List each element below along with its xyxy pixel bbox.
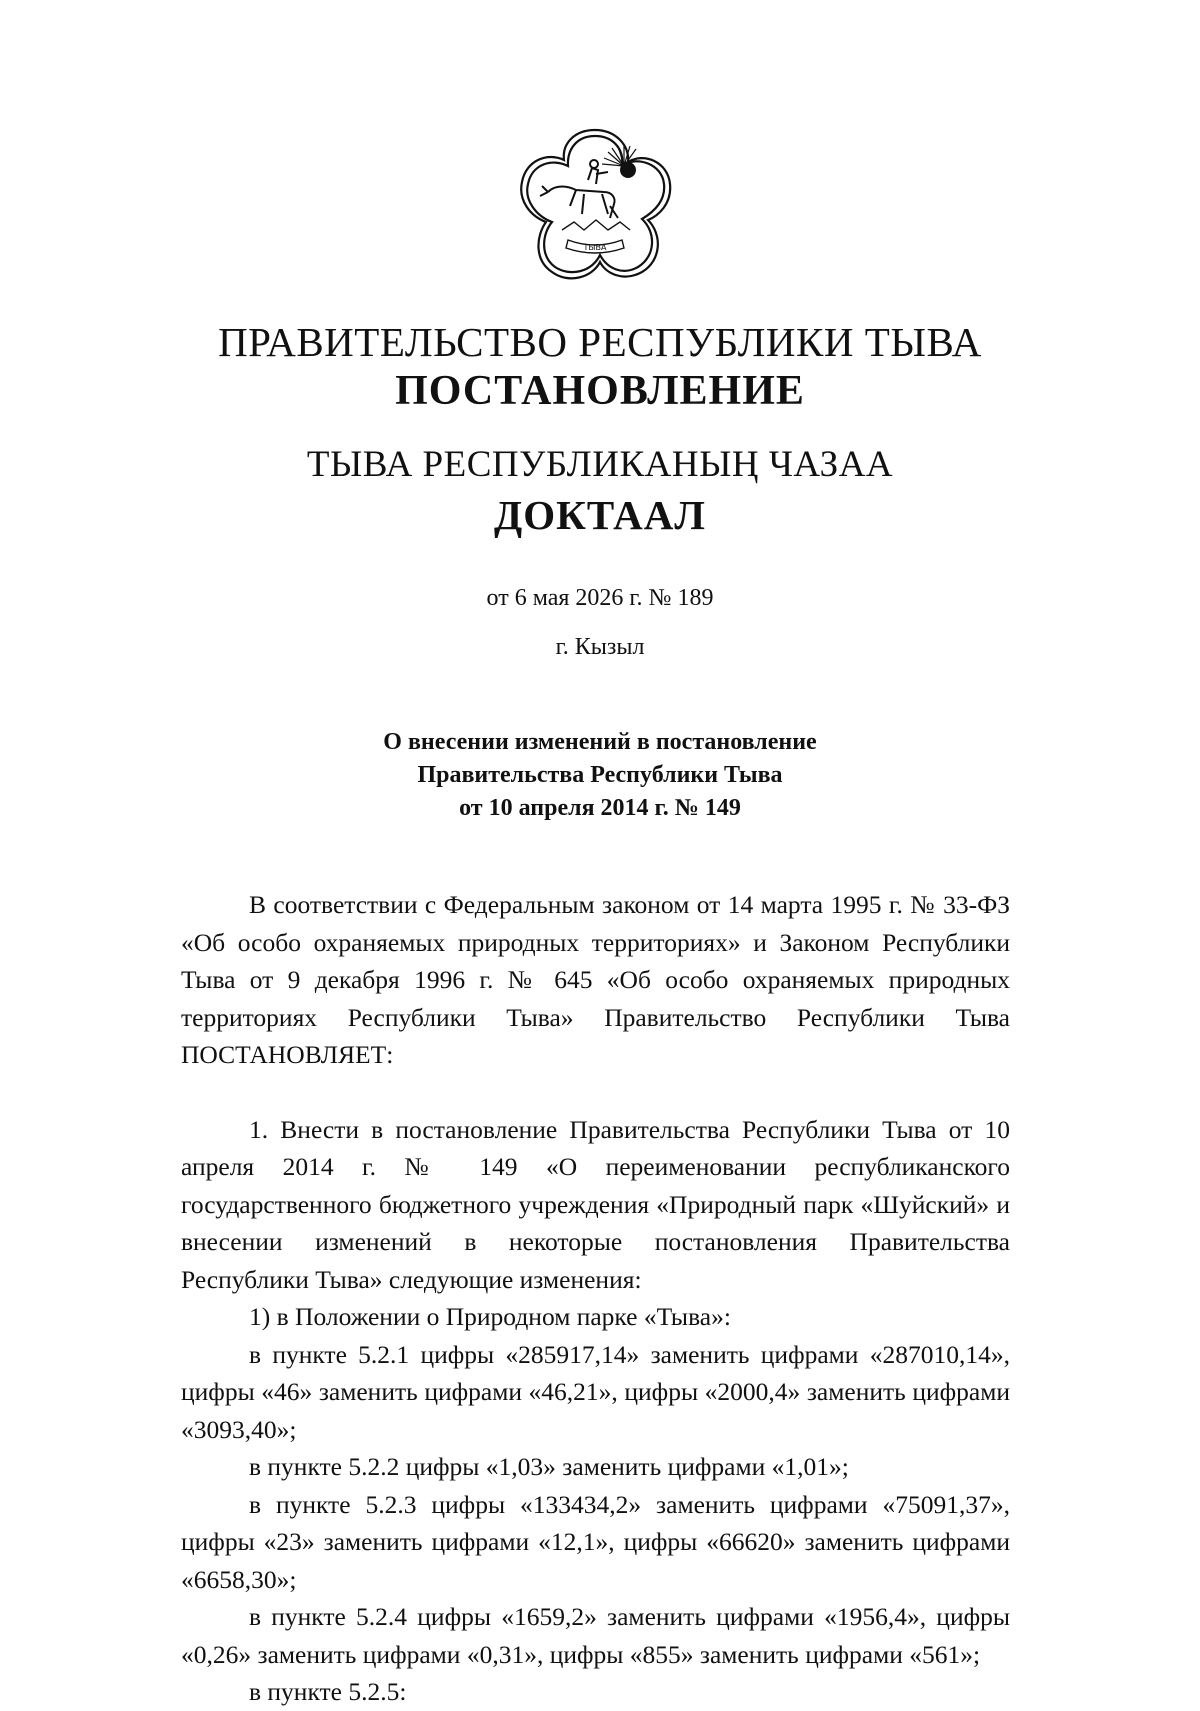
title-line-2: Правительства Республики Тыва [417,762,783,788]
point-5-2-3-paragraph: в пункте 5.2.3 цифры «133434,2» заменить цифрами «75091,37», цифры «23» заменить цифрами «12,1», цифры «66620» заменить цифрами «6658,30»; [181,1489,1010,1594]
point-5-2-2-paragraph: в пункте 5.2.2 цифры «1,03» заменить цифрами «1,01»; [249,1452,849,1481]
item-1-paragraph: 1. Внести в постановление Правительства Республики Тыва от 10 апреля 2014 г. № 149 «О переименовании республиканского государственного бюджетного учреждения «Природный парк «Шуйский» и внесении изменений в некоторые постановления Правительства Республики Тыва» следующие изменения: [181,1114,1010,1294]
resolution-heading-tuvan: ДОКТААЛ [494,492,706,538]
emblem-ribbon-text: ТЫВА [583,243,607,252]
resolution-heading: ПОСТАНОВЛЕНИЕ [395,368,805,414]
government-name-tuvan: ТЫВА РЕСПУБЛИКАНЫҢ ЧАЗАА [306,444,894,485]
preamble-paragraph: В соответствии с Федеральным законом от 14 марта 1995 г. № 33-ФЗ «Об особо охраняемых природных территориях» и Законом Республики Тыва от 9 декабря 1996 г. № 645 «Об особо охраняемых природных территориях Республики Тыва» Правительство Республики Тыва ПОСТАНОВЛЯЕТ: [181,890,1010,1069]
point-5-2-5-paragraph: в пункте 5.2.5: [249,1677,407,1706]
point-5-2-4-paragraph: в пункте 5.2.4 цифры «1659,2» заменить цифрами «1956,4», цифры «0,26» заменить цифрами «0,31», цифры «855» заменить цифрами «561»; [181,1602,1010,1669]
subitem-1-paragraph: 1) в Положении о Природном парке «Тыва»: [249,1302,731,1331]
point-5-2-1-paragraph: в пункте 5.2.1 цифры «285917,14» заменить цифрами «287010,14», цифры «46» заменить цифрами «46,21», цифры «2000,4» заменить цифрами «3093,40»; [181,1339,1010,1444]
tuva-coat-of-arms-icon [512,122,678,288]
document-city: г. Кызыл [555,634,645,660]
document-title [0,726,1200,825]
paragraph-gap [181,1074,1010,1111]
title-line-1: О внесении изменений в постановление [383,729,817,755]
document-body [181,886,1010,1711]
government-name: ПРАВИТЕЛЬСТВО РЕСПУБЛИКИ ТЫВА [218,319,982,365]
document-date-number: от 6 мая 2026 г. № 189 [486,585,714,611]
title-line-3: от 10 апреля 2014 г. № 149 [459,795,741,821]
